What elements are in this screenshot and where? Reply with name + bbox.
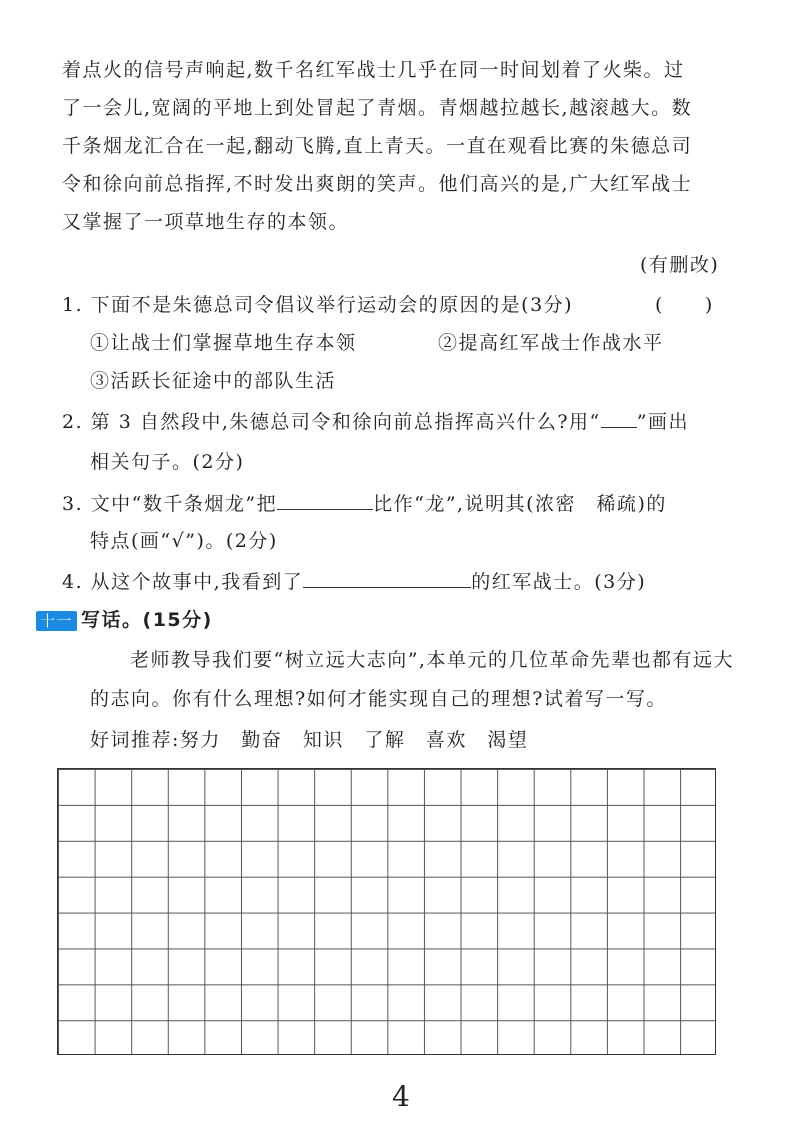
answer-blank[interactable] — [303, 569, 471, 588]
q3-line2: 特点(画“√”)。(2分) — [90, 530, 278, 552]
question-3 — [62, 491, 667, 516]
question-1 — [62, 293, 573, 317]
answer-paren[interactable]: ( ) — [655, 294, 714, 316]
passage-line: 着点火的信号声响起,数千名红军战士几乎在同一时间划着了火柴。过 — [62, 59, 685, 81]
q3-text-end: 比作“龙”,说明其(浓密 稀疏)的 — [373, 493, 667, 515]
source-note: (有删改) — [640, 254, 720, 276]
q3-text: 3. 文中“数千条烟龙”把 — [62, 493, 278, 515]
underline-sample — [601, 409, 637, 428]
prompt-line: 老师教导我们要“树立远大志向”,本单元的几位革命先辈也都有远大 — [130, 649, 734, 671]
passage-line: 千条烟龙汇合在一起,翻动飞腾,直上青天。一直在观看比赛的朱德总司 — [62, 135, 693, 157]
section-title: 写话。(15分) — [81, 609, 213, 631]
q2-line2: 相关句子。(2分) — [90, 451, 245, 473]
q4-text: 4. 从这个故事中,我看到了 — [62, 571, 304, 593]
q2-text: 2. 第 3 自然段中,朱德总司令和徐向前总指挥高兴什么?用“ — [62, 411, 601, 433]
passage-line: 又掌握了一项草地生存的本领。 — [62, 211, 350, 233]
passage-line: 令和徐向前总指挥,不时发出爽朗的笑声。他们高兴的是,广大红军战士 — [62, 173, 693, 195]
writing-grid[interactable] — [57, 768, 716, 1055]
word-suggestions: 好词推荐:努力 勤奋 知识 了解 喜欢 渴望 — [90, 729, 529, 751]
page-number: 4 — [392, 1080, 410, 1113]
q2-text-end: ”画出 — [636, 411, 689, 433]
question-4 — [62, 569, 646, 594]
q1-text: 1. 下面不是朱德总司令倡议举行运动会的原因的是(3分) — [62, 294, 574, 316]
question-2 — [62, 409, 689, 434]
option-3: ③活跃长征途中的部队生活 — [90, 370, 337, 392]
q4-text-end: 的红军战士。(3分) — [471, 571, 647, 593]
section-badge: 十一 — [36, 611, 77, 631]
passage-line: 了一会儿,宽阔的平地上到处冒起了青烟。青烟越拉越长,越滚越大。数 — [62, 97, 693, 119]
option-2: ②提高红军战士作战水平 — [438, 332, 664, 354]
section-heading — [36, 608, 213, 632]
prompt-line: 的志向。你有什么理想?如何才能实现自己的理想?试着写一写。 — [90, 688, 667, 710]
answer-blank[interactable] — [277, 491, 373, 510]
option-1: ①让战士们掌握草地生存本领 — [90, 332, 357, 354]
